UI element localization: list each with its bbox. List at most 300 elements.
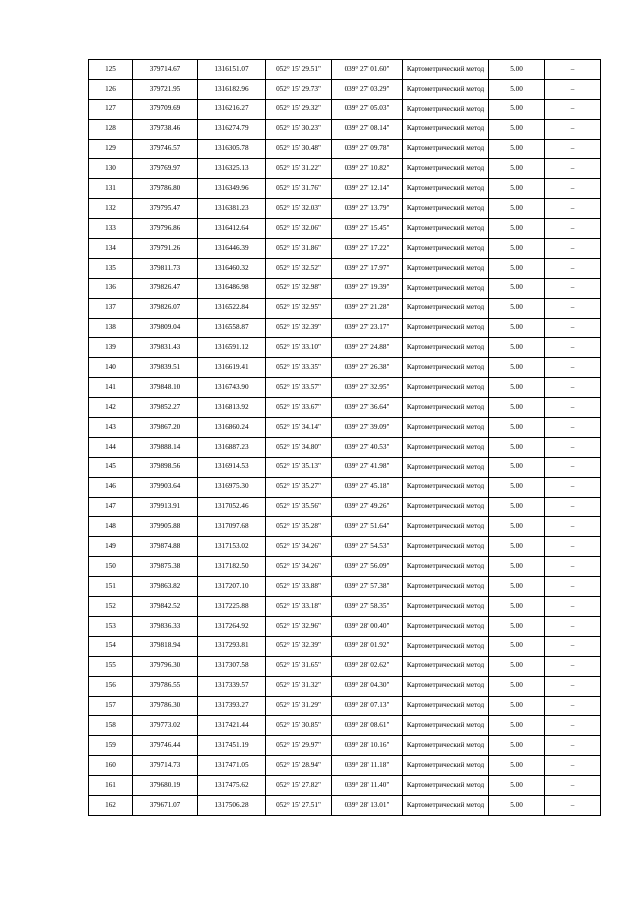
- table-row: [89, 418, 601, 438]
- y-coordinate-cell: 1317339.57: [198, 676, 266, 696]
- table-row: [89, 577, 601, 597]
- latitude-cell: 052° 15' 34.14": [266, 418, 332, 438]
- latitude-cell: 052° 15' 30.48": [266, 139, 332, 159]
- latitude-cell: 052° 15' 31.32": [266, 676, 332, 696]
- longitude-cell: 039° 27' 41.98": [332, 457, 403, 477]
- table-row: [89, 398, 601, 418]
- longitude-cell: 039° 27' 40.53": [332, 437, 403, 457]
- note-cell: –: [545, 298, 601, 318]
- point-number-cell: 137: [89, 298, 133, 318]
- y-coordinate-cell: 1317207.10: [198, 577, 266, 597]
- method-cell: Картометрический метод: [403, 517, 489, 537]
- method-cell: Картометрический метод: [403, 258, 489, 278]
- longitude-cell: 039° 28' 11.18": [332, 756, 403, 776]
- note-cell: –: [545, 636, 601, 656]
- x-coordinate-cell: 379769.97: [133, 159, 198, 179]
- method-cell: Картометрический метод: [403, 179, 489, 199]
- table-row: [89, 616, 601, 636]
- point-number-cell: 162: [89, 795, 133, 815]
- latitude-cell: 052° 15' 33.35": [266, 358, 332, 378]
- y-coordinate-cell: 1316743.90: [198, 378, 266, 398]
- note-cell: –: [545, 79, 601, 99]
- longitude-cell: 039° 27' 57.38": [332, 577, 403, 597]
- longitude-cell: 039° 28' 11.40": [332, 776, 403, 796]
- table-row: [89, 378, 601, 398]
- point-number-cell: 126: [89, 79, 133, 99]
- latitude-cell: 052° 15' 33.57": [266, 378, 332, 398]
- y-coordinate-cell: 1317182.50: [198, 557, 266, 577]
- note-cell: –: [545, 736, 601, 756]
- accuracy-cell: 5.00: [489, 239, 545, 259]
- table-row: [89, 338, 601, 358]
- note-cell: –: [545, 497, 601, 517]
- x-coordinate-cell: 379826.07: [133, 298, 198, 318]
- method-cell: Картометрический метод: [403, 418, 489, 438]
- x-coordinate-cell: 379852.27: [133, 398, 198, 418]
- point-number-cell: 152: [89, 597, 133, 617]
- note-cell: –: [545, 577, 601, 597]
- method-cell: Картометрический метод: [403, 318, 489, 338]
- x-coordinate-cell: 379905.88: [133, 517, 198, 537]
- note-cell: –: [545, 696, 601, 716]
- accuracy-cell: 5.00: [489, 159, 545, 179]
- longitude-cell: 039° 27' 19.39": [332, 278, 403, 298]
- method-cell: Картометрический метод: [403, 219, 489, 239]
- longitude-cell: 039° 27' 03.29": [332, 79, 403, 99]
- table-row: [89, 239, 601, 259]
- note-cell: –: [545, 199, 601, 219]
- accuracy-cell: 5.00: [489, 577, 545, 597]
- longitude-cell: 039° 27' 09.78": [332, 139, 403, 159]
- table-row: [89, 656, 601, 676]
- x-coordinate-cell: 379903.64: [133, 477, 198, 497]
- y-coordinate-cell: 1317225.88: [198, 597, 266, 617]
- point-number-cell: 157: [89, 696, 133, 716]
- point-number-cell: 158: [89, 716, 133, 736]
- method-cell: Картометрический метод: [403, 159, 489, 179]
- note-cell: –: [545, 99, 601, 119]
- method-cell: Картометрический метод: [403, 278, 489, 298]
- table-row: [89, 159, 601, 179]
- y-coordinate-cell: 1316446.39: [198, 239, 266, 259]
- note-cell: –: [545, 477, 601, 497]
- table-row: [89, 676, 601, 696]
- note-cell: –: [545, 358, 601, 378]
- accuracy-cell: 5.00: [489, 517, 545, 537]
- longitude-cell: 039° 28' 10.16": [332, 736, 403, 756]
- x-coordinate-cell: 379848.10: [133, 378, 198, 398]
- longitude-cell: 039° 27' 45.18": [332, 477, 403, 497]
- point-number-cell: 155: [89, 656, 133, 676]
- x-coordinate-cell: 379738.46: [133, 119, 198, 139]
- table-row: [89, 79, 601, 99]
- method-cell: Картометрический метод: [403, 139, 489, 159]
- accuracy-cell: 5.00: [489, 119, 545, 139]
- x-coordinate-cell: 379839.51: [133, 358, 198, 378]
- longitude-cell: 039° 28' 02.62": [332, 656, 403, 676]
- point-number-cell: 145: [89, 457, 133, 477]
- accuracy-cell: 5.00: [489, 716, 545, 736]
- point-number-cell: 160: [89, 756, 133, 776]
- x-coordinate-cell: 379875.38: [133, 557, 198, 577]
- y-coordinate-cell: 1316558.87: [198, 318, 266, 338]
- point-number-cell: 159: [89, 736, 133, 756]
- method-cell: Картометрический метод: [403, 99, 489, 119]
- note-cell: –: [545, 119, 601, 139]
- accuracy-cell: 5.00: [489, 477, 545, 497]
- point-number-cell: 143: [89, 418, 133, 438]
- note-cell: –: [545, 338, 601, 358]
- latitude-cell: 052° 15' 29.97": [266, 736, 332, 756]
- x-coordinate-cell: 379888.14: [133, 437, 198, 457]
- method-cell: Картометрический метод: [403, 676, 489, 696]
- table-row: [89, 597, 601, 617]
- latitude-cell: 052° 15' 33.67": [266, 398, 332, 418]
- longitude-cell: 039° 28' 07.13": [332, 696, 403, 716]
- accuracy-cell: 5.00: [489, 636, 545, 656]
- longitude-cell: 039° 27' 01.60": [332, 60, 403, 80]
- method-cell: Картометрический метод: [403, 597, 489, 617]
- accuracy-cell: 5.00: [489, 696, 545, 716]
- x-coordinate-cell: 379796.30: [133, 656, 198, 676]
- longitude-cell: 039° 27' 36.64": [332, 398, 403, 418]
- note-cell: –: [545, 776, 601, 796]
- table-row: [89, 437, 601, 457]
- y-coordinate-cell: 1316274.79: [198, 119, 266, 139]
- latitude-cell: 052° 15' 35.28": [266, 517, 332, 537]
- table-row: [89, 517, 601, 537]
- x-coordinate-cell: 379831.43: [133, 338, 198, 358]
- longitude-cell: 039° 27' 58.35": [332, 597, 403, 617]
- point-number-cell: 131: [89, 179, 133, 199]
- table-row: [89, 557, 601, 577]
- x-coordinate-cell: 379786.55: [133, 676, 198, 696]
- x-coordinate-cell: 379836.33: [133, 616, 198, 636]
- method-cell: Картометрический метод: [403, 616, 489, 636]
- point-number-cell: 151: [89, 577, 133, 597]
- x-coordinate-cell: 379714.73: [133, 756, 198, 776]
- latitude-cell: 052° 15' 31.29": [266, 696, 332, 716]
- table-row: [89, 636, 601, 656]
- y-coordinate-cell: 1316914.53: [198, 457, 266, 477]
- point-number-cell: 125: [89, 60, 133, 80]
- method-cell: Картометрический метод: [403, 497, 489, 517]
- longitude-cell: 039° 28' 01.92": [332, 636, 403, 656]
- x-coordinate-cell: 379809.04: [133, 318, 198, 338]
- y-coordinate-cell: 1317052.46: [198, 497, 266, 517]
- y-coordinate-cell: 1316305.78: [198, 139, 266, 159]
- longitude-cell: 039° 27' 17.97": [332, 258, 403, 278]
- latitude-cell: 052° 15' 29.51": [266, 60, 332, 80]
- accuracy-cell: 5.00: [489, 179, 545, 199]
- x-coordinate-cell: 379786.80: [133, 179, 198, 199]
- note-cell: –: [545, 656, 601, 676]
- accuracy-cell: 5.00: [489, 437, 545, 457]
- y-coordinate-cell: 1316619.41: [198, 358, 266, 378]
- table-row: [89, 497, 601, 517]
- point-number-cell: 132: [89, 199, 133, 219]
- longitude-cell: 039° 27' 56.09": [332, 557, 403, 577]
- accuracy-cell: 5.00: [489, 60, 545, 80]
- x-coordinate-cell: 379874.88: [133, 537, 198, 557]
- y-coordinate-cell: 1317475.62: [198, 776, 266, 796]
- note-cell: –: [545, 398, 601, 418]
- method-cell: Картометрический метод: [403, 795, 489, 815]
- table-row: [89, 358, 601, 378]
- point-number-cell: 150: [89, 557, 133, 577]
- latitude-cell: 052° 15' 30.23": [266, 119, 332, 139]
- longitude-cell: 039° 27' 26.38": [332, 358, 403, 378]
- accuracy-cell: 5.00: [489, 616, 545, 636]
- longitude-cell: 039° 28' 08.61": [332, 716, 403, 736]
- x-coordinate-cell: 379746.44: [133, 736, 198, 756]
- x-coordinate-cell: 379796.86: [133, 219, 198, 239]
- y-coordinate-cell: 1317421.44: [198, 716, 266, 736]
- point-number-cell: 128: [89, 119, 133, 139]
- y-coordinate-cell: 1316216.27: [198, 99, 266, 119]
- table-row: [89, 716, 601, 736]
- table-row: [89, 736, 601, 756]
- x-coordinate-cell: 379867.20: [133, 418, 198, 438]
- latitude-cell: 052° 15' 31.65": [266, 656, 332, 676]
- latitude-cell: 052° 15' 29.32": [266, 99, 332, 119]
- latitude-cell: 052° 15' 32.96": [266, 616, 332, 636]
- latitude-cell: 052° 15' 27.51": [266, 795, 332, 815]
- latitude-cell: 052° 15' 35.13": [266, 457, 332, 477]
- method-cell: Картометрический метод: [403, 696, 489, 716]
- longitude-cell: 039° 28' 04.30": [332, 676, 403, 696]
- note-cell: –: [545, 756, 601, 776]
- x-coordinate-cell: 379714.67: [133, 60, 198, 80]
- longitude-cell: 039° 27' 21.28": [332, 298, 403, 318]
- note-cell: –: [545, 219, 601, 239]
- latitude-cell: 052° 15' 32.06": [266, 219, 332, 239]
- table-row: [89, 258, 601, 278]
- point-number-cell: 138: [89, 318, 133, 338]
- latitude-cell: 052° 15' 32.39": [266, 636, 332, 656]
- y-coordinate-cell: 1317097.68: [198, 517, 266, 537]
- latitude-cell: 052° 15' 30.85": [266, 716, 332, 736]
- y-coordinate-cell: 1316349.96: [198, 179, 266, 199]
- point-number-cell: 147: [89, 497, 133, 517]
- note-cell: –: [545, 179, 601, 199]
- note-cell: –: [545, 597, 601, 617]
- x-coordinate-cell: 379795.47: [133, 199, 198, 219]
- method-cell: Картометрический метод: [403, 119, 489, 139]
- x-coordinate-cell: 379811.73: [133, 258, 198, 278]
- x-coordinate-cell: 379791.26: [133, 239, 198, 259]
- note-cell: –: [545, 517, 601, 537]
- point-number-cell: 146: [89, 477, 133, 497]
- method-cell: Картометрический метод: [403, 437, 489, 457]
- accuracy-cell: 5.00: [489, 79, 545, 99]
- accuracy-cell: 5.00: [489, 139, 545, 159]
- method-cell: Картометрический метод: [403, 457, 489, 477]
- method-cell: Картометрический метод: [403, 636, 489, 656]
- note-cell: –: [545, 258, 601, 278]
- latitude-cell: 052° 15' 33.88": [266, 577, 332, 597]
- table-row: [89, 278, 601, 298]
- method-cell: Картометрический метод: [403, 358, 489, 378]
- method-cell: Картометрический метод: [403, 756, 489, 776]
- latitude-cell: 052° 15' 32.95": [266, 298, 332, 318]
- x-coordinate-cell: 379721.95: [133, 79, 198, 99]
- table-row: [89, 179, 601, 199]
- point-number-cell: 130: [89, 159, 133, 179]
- method-cell: Картометрический метод: [403, 79, 489, 99]
- note-cell: –: [545, 318, 601, 338]
- latitude-cell: 052° 15' 33.10": [266, 338, 332, 358]
- point-number-cell: 140: [89, 358, 133, 378]
- latitude-cell: 052° 15' 32.39": [266, 318, 332, 338]
- x-coordinate-cell: 379671.07: [133, 795, 198, 815]
- note-cell: –: [545, 537, 601, 557]
- coordinates-table: [88, 59, 601, 816]
- longitude-cell: 039° 27' 23.17": [332, 318, 403, 338]
- accuracy-cell: 5.00: [489, 736, 545, 756]
- latitude-cell: 052° 15' 31.22": [266, 159, 332, 179]
- note-cell: –: [545, 278, 601, 298]
- accuracy-cell: 5.00: [489, 676, 545, 696]
- latitude-cell: 052° 15' 32.03": [266, 199, 332, 219]
- accuracy-cell: 5.00: [489, 656, 545, 676]
- point-number-cell: 161: [89, 776, 133, 796]
- point-number-cell: 134: [89, 239, 133, 259]
- table-row: [89, 199, 601, 219]
- point-number-cell: 141: [89, 378, 133, 398]
- note-cell: –: [545, 557, 601, 577]
- point-number-cell: 154: [89, 636, 133, 656]
- method-cell: Картометрический метод: [403, 656, 489, 676]
- latitude-cell: 052° 15' 34.80": [266, 437, 332, 457]
- accuracy-cell: 5.00: [489, 99, 545, 119]
- x-coordinate-cell: 379818.94: [133, 636, 198, 656]
- latitude-cell: 052° 15' 32.52": [266, 258, 332, 278]
- longitude-cell: 039° 27' 05.03": [332, 99, 403, 119]
- accuracy-cell: 5.00: [489, 776, 545, 796]
- table-row: [89, 219, 601, 239]
- y-coordinate-cell: 1316975.30: [198, 477, 266, 497]
- note-cell: –: [545, 378, 601, 398]
- accuracy-cell: 5.00: [489, 795, 545, 815]
- y-coordinate-cell: 1316813.92: [198, 398, 266, 418]
- note-cell: –: [545, 795, 601, 815]
- y-coordinate-cell: 1317451.19: [198, 736, 266, 756]
- x-coordinate-cell: 379746.57: [133, 139, 198, 159]
- note-cell: –: [545, 676, 601, 696]
- method-cell: Картометрический метод: [403, 298, 489, 318]
- y-coordinate-cell: 1316325.13: [198, 159, 266, 179]
- accuracy-cell: 5.00: [489, 219, 545, 239]
- accuracy-cell: 5.00: [489, 358, 545, 378]
- latitude-cell: 052° 15' 34.26": [266, 557, 332, 577]
- note-cell: –: [545, 716, 601, 736]
- x-coordinate-cell: 379680.19: [133, 776, 198, 796]
- method-cell: Картометрический метод: [403, 736, 489, 756]
- table-row: [89, 537, 601, 557]
- accuracy-cell: 5.00: [489, 199, 545, 219]
- method-cell: Картометрический метод: [403, 537, 489, 557]
- point-number-cell: 144: [89, 437, 133, 457]
- y-coordinate-cell: 1316486.98: [198, 278, 266, 298]
- accuracy-cell: 5.00: [489, 597, 545, 617]
- longitude-cell: 039° 28' 00.40": [332, 616, 403, 636]
- x-coordinate-cell: 379863.82: [133, 577, 198, 597]
- x-coordinate-cell: 379786.30: [133, 696, 198, 716]
- method-cell: Картометрический метод: [403, 378, 489, 398]
- longitude-cell: 039° 27' 08.14": [332, 119, 403, 139]
- y-coordinate-cell: 1316460.32: [198, 258, 266, 278]
- table-row: [89, 795, 601, 815]
- longitude-cell: 039° 27' 17.22": [332, 239, 403, 259]
- table-row: [89, 457, 601, 477]
- x-coordinate-cell: 379913.91: [133, 497, 198, 517]
- longitude-cell: 039° 27' 24.88": [332, 338, 403, 358]
- accuracy-cell: 5.00: [489, 258, 545, 278]
- y-coordinate-cell: 1316182.96: [198, 79, 266, 99]
- table-row: [89, 776, 601, 796]
- method-cell: Картометрический метод: [403, 338, 489, 358]
- y-coordinate-cell: 1316522.84: [198, 298, 266, 318]
- x-coordinate-cell: 379842.52: [133, 597, 198, 617]
- accuracy-cell: 5.00: [489, 378, 545, 398]
- x-coordinate-cell: 379898.56: [133, 457, 198, 477]
- accuracy-cell: 5.00: [489, 318, 545, 338]
- y-coordinate-cell: 1317264.92: [198, 616, 266, 636]
- longitude-cell: 039° 27' 39.09": [332, 418, 403, 438]
- note-cell: –: [545, 418, 601, 438]
- table-row: [89, 298, 601, 318]
- method-cell: Картометрический метод: [403, 557, 489, 577]
- latitude-cell: 052° 15' 33.18": [266, 597, 332, 617]
- accuracy-cell: 5.00: [489, 497, 545, 517]
- point-number-cell: 136: [89, 278, 133, 298]
- point-number-cell: 156: [89, 676, 133, 696]
- accuracy-cell: 5.00: [489, 338, 545, 358]
- note-cell: –: [545, 239, 601, 259]
- latitude-cell: 052° 15' 27.82": [266, 776, 332, 796]
- y-coordinate-cell: 1316381.23: [198, 199, 266, 219]
- point-number-cell: 127: [89, 99, 133, 119]
- y-coordinate-cell: 1316887.23: [198, 437, 266, 457]
- point-number-cell: 148: [89, 517, 133, 537]
- table-row: [89, 139, 601, 159]
- note-cell: –: [545, 60, 601, 80]
- accuracy-cell: 5.00: [489, 398, 545, 418]
- method-cell: Картометрический метод: [403, 716, 489, 736]
- y-coordinate-cell: 1317506.28: [198, 795, 266, 815]
- accuracy-cell: 5.00: [489, 457, 545, 477]
- y-coordinate-cell: 1316412.64: [198, 219, 266, 239]
- y-coordinate-cell: 1317153.02: [198, 537, 266, 557]
- note-cell: –: [545, 616, 601, 636]
- accuracy-cell: 5.00: [489, 557, 545, 577]
- note-cell: –: [545, 159, 601, 179]
- point-number-cell: 139: [89, 338, 133, 358]
- y-coordinate-cell: 1316151.07: [198, 60, 266, 80]
- table-row: [89, 99, 601, 119]
- y-coordinate-cell: 1317393.27: [198, 696, 266, 716]
- note-cell: –: [545, 437, 601, 457]
- method-cell: Картометрический метод: [403, 398, 489, 418]
- longitude-cell: 039° 28' 13.01": [332, 795, 403, 815]
- accuracy-cell: 5.00: [489, 298, 545, 318]
- latitude-cell: 052° 15' 31.86": [266, 239, 332, 259]
- method-cell: Картометрический метод: [403, 199, 489, 219]
- longitude-cell: 039° 27' 49.26": [332, 497, 403, 517]
- latitude-cell: 052° 15' 35.27": [266, 477, 332, 497]
- latitude-cell: 052° 15' 35.56": [266, 497, 332, 517]
